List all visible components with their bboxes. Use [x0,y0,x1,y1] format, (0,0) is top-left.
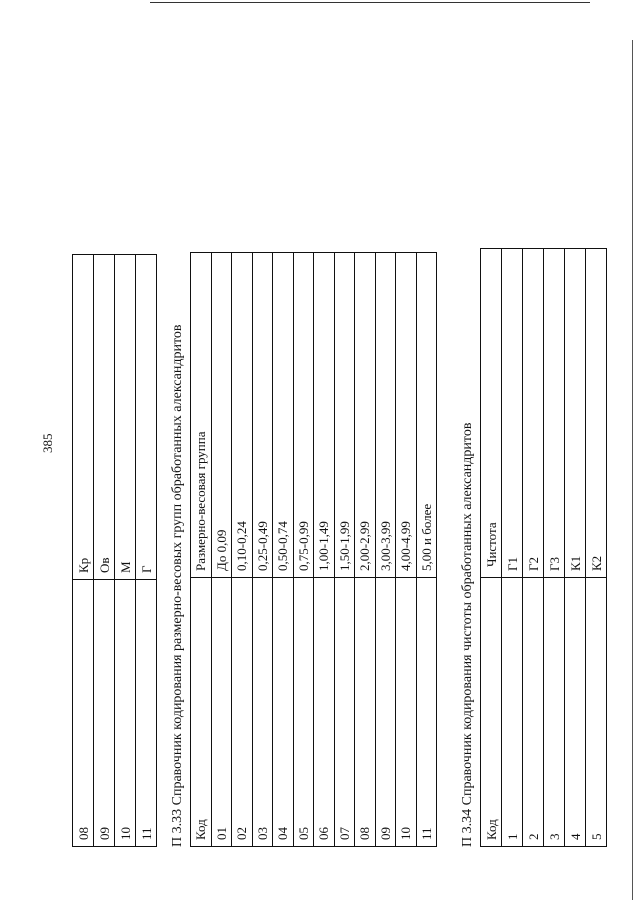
code-cell: 09 [94,580,115,847]
code-cell: 1 [502,578,523,847]
value-cell: 2,00-2,99 [355,253,376,578]
table-row [523,249,544,847]
code-cell: 11 [136,580,157,847]
value-cell: 0,25-0,49 [252,253,273,578]
value-cell: Кр [73,255,94,580]
value-cell: 3,00-3,99 [375,253,396,578]
table-row [252,253,273,847]
value-cell: 4,00-4,99 [396,253,417,578]
table-row [416,253,437,847]
value-cell: Г1 [502,249,523,578]
header-code: Код [191,578,212,847]
section-34-caption: П 3.34 Справочник кодирования чистоты обработанных александритов [460,422,475,847]
table-row [211,253,232,847]
table-row [293,253,314,847]
table-row [375,253,396,847]
table-row [273,253,294,847]
value-cell: Ов [94,255,115,580]
value-cell: 0,50-0,74 [273,253,294,578]
value-cell: К2 [586,249,607,578]
value-cell: 0,75-0,99 [293,253,314,578]
table-row [232,253,253,847]
table-row [314,253,335,847]
value-cell: 1,00-1,49 [314,253,335,578]
table-row [115,255,136,847]
header-value: Размерно-весовая группа [191,253,212,578]
code-cell: 01 [211,578,232,847]
table-row [136,255,157,847]
code-cell: 02 [232,578,253,847]
table-clarity [480,248,607,847]
table-row [396,253,417,847]
code-cell: 03 [252,578,273,847]
code-cell: 10 [115,580,136,847]
table-row [73,255,94,847]
code-cell: 08 [73,580,94,847]
section-33-caption: П 3.33 Справочник кодирования размерно-весовых групп обработанных александритов [170,324,185,847]
value-cell: 0,10-0,24 [232,253,253,578]
code-cell: 08 [355,578,376,847]
table-row [502,249,523,847]
table-row [334,253,355,847]
value-cell: 1,50-1,99 [334,253,355,578]
value-cell: К1 [565,249,586,578]
table-header-row [481,249,502,847]
code-cell: 07 [334,578,355,847]
code-cell: 10 [396,578,417,847]
table-size-weight-groups [190,252,437,847]
table-header-row [191,253,212,847]
table-row [565,249,586,847]
value-cell: Г [136,255,157,580]
code-cell: 04 [273,578,294,847]
code-cell: 09 [375,578,396,847]
code-cell: 11 [416,578,437,847]
value-cell: До 0,09 [211,253,232,578]
value-cell: 5,00 и более [416,253,437,578]
code-cell: 4 [565,578,586,847]
page-number: 385 [40,433,55,453]
code-cell: 05 [293,578,314,847]
table-row [355,253,376,847]
value-cell: Г3 [544,249,565,578]
table-continuation [72,254,157,847]
code-cell: 3 [544,578,565,847]
code-cell: 06 [314,578,335,847]
value-cell: Г2 [523,249,544,578]
value-cell: М [115,255,136,580]
header-value: Чистота [481,249,502,578]
table-row [544,249,565,847]
header-code: Код [481,578,502,847]
table-row [586,249,607,847]
code-cell: 2 [523,578,544,847]
table-row [94,255,115,847]
code-cell: 5 [586,578,607,847]
